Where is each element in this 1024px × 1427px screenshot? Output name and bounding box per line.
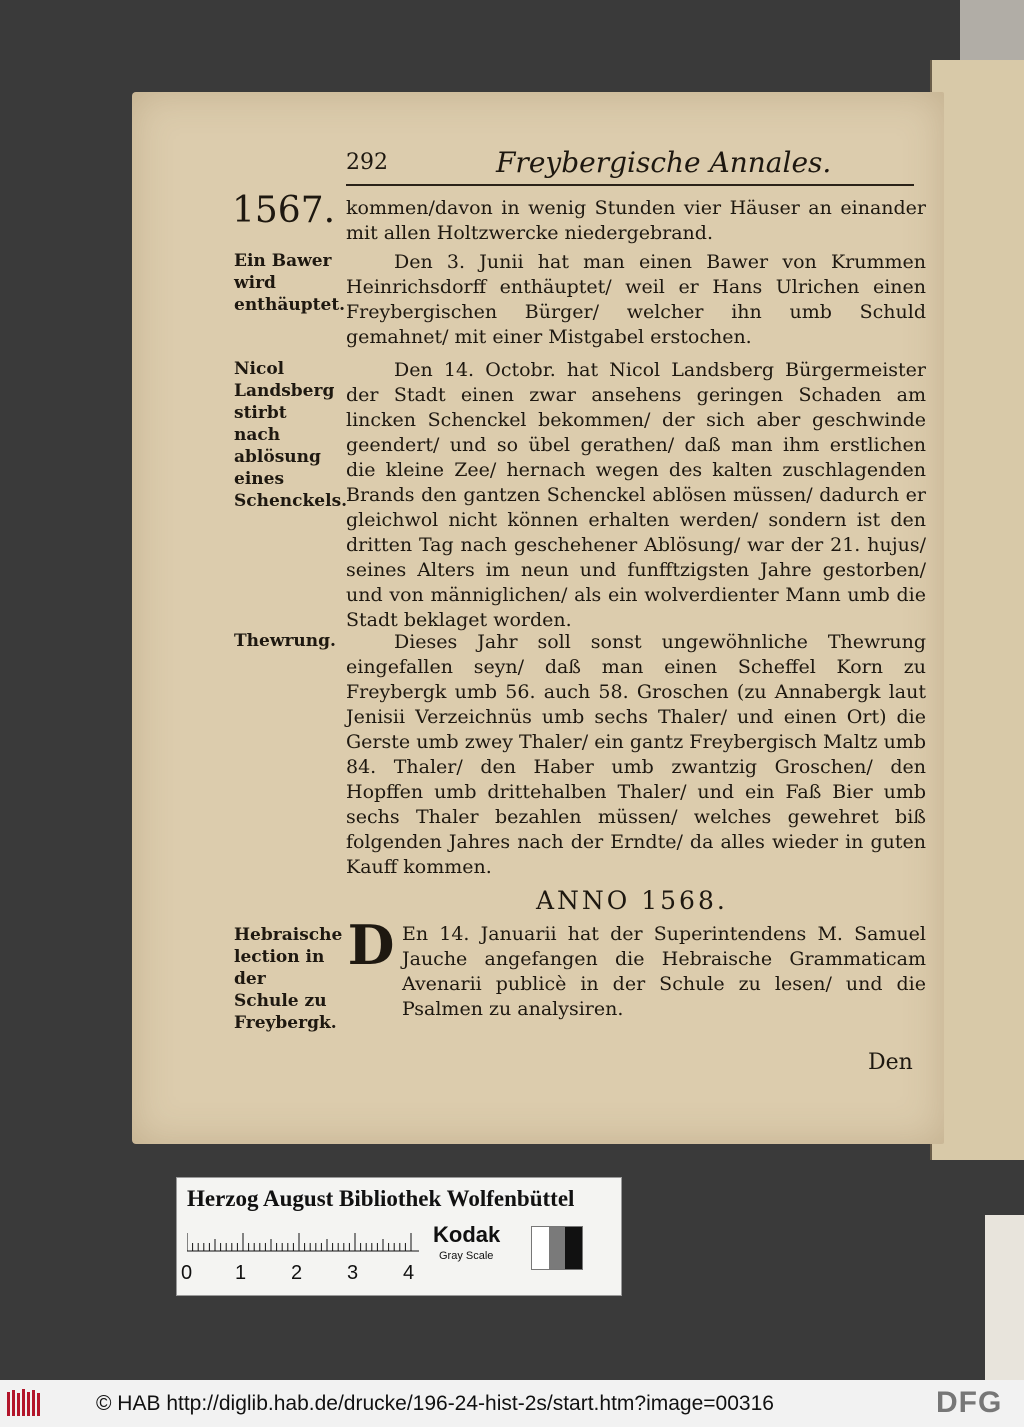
margin-note-1: Ein Bawer wird enthäuptet. [234, 251, 346, 315]
swatch-gray [549, 1227, 566, 1269]
gray-scale-swatches [531, 1226, 583, 1270]
copyright-url[interactable]: © HAB http://diglib.hab.de/drucke/196-24-hist-2s/start.htm?image=00316 [96, 1392, 774, 1415]
kodak-brand: Kodak [433, 1222, 501, 1247]
paragraph-2: Den 3. Junii hat man einen Bawer von Krummen Heinrichsdorff enthäuptet/ weil er Hans Ulrichen einen Freybergischen Bürger/ welcher ihn umb Schuld gemahnet/ mit einer Mistgabel erstochen. [346, 251, 926, 348]
paragraph-4: Dieses Jahr soll sonst ungewöhnliche Thewrung eingefallen seyn/ daß man einen Scheffel Korn zu Freybergk umb 56. auch 58. Groschen (zu Annabergk laut Jenisii Verzeichnüs umb sechs Thaler/ und einen Ort) die Gerste umb zwey Thaler/ ein gantz Freybergisch Maltz umb 84. Thaler/ den Haber umb zwantzig Groschen/ den Hopffen umb drittehalben Thaler/ und ein Faß Bier umb sechs Thaler bezahlen müssen/ welches gewehret biß folgenden Jahres nach der Erndte/ da alles wieder in guten Kauff kommen. [346, 631, 926, 878]
book-spines-icon [6, 1388, 42, 1418]
decorated-initial: D [347, 913, 395, 977]
paragraph-1: kommen/davon in wenig Stunden vier Häuser an einander mit allen Holtzwercke niedergebrand. [346, 197, 926, 244]
ruler-scale [187, 1232, 419, 1252]
catchword: Den [868, 1050, 913, 1075]
ruler-number: 4 [403, 1262, 415, 1284]
paragraph-5: En 14. Januarii hat der Superintendens M. Samuel Jauche angefangen die Hebraische Grammaticam Avenarii publicè in der Schule zu lesen/ und die Psalmen zu analysiren. [402, 923, 926, 1020]
page-number: 292 [346, 150, 388, 175]
gray-scale-label: Gray Scale [439, 1250, 494, 1262]
running-title: Freybergische Annales. [496, 146, 832, 179]
margin-year: 1567. [232, 190, 336, 231]
paragraph-3: Den 14. Octobr. hat Nicol Landsberg Bürgermeister der Stadt einen zwar ansehens geringen Schaden am lincken Schenckel bekommen/ der sich aber geschwinde geendert/ und so übel gerathen/ daß man ihm erstlichen die kleine Zee/ hernach wegen des kalten zuschlagenden Brands den gantzen Schenckel ablösen müssen/ dadurch er gleichwol nicht können erhalten werden/ sondern ist den dritten Tag nach geschehener Ablösung/ war der 21. hujus/ seines Alters im neun und funfftzigsten Jahre gestorben/ und von männiglichen/ als ein wolverdienter Mann umb die Stadt beklaget worden. [346, 359, 926, 631]
ruler-number: 0 [181, 1262, 193, 1284]
page-header [346, 146, 914, 186]
margin-note-4: Hebraische lection in der Schule zu Freybergk. [234, 925, 343, 1033]
library-label-card [176, 1177, 622, 1296]
facing-page-edge [930, 60, 1024, 1160]
dfg-logo: DFG [936, 1386, 1003, 1419]
footer-bar [0, 1380, 1024, 1427]
paper-slip [985, 1215, 1024, 1385]
library-name: Herzog August Bibliothek Wolfenbüttel [187, 1186, 575, 1211]
swatch-black [565, 1227, 582, 1269]
swatch-white [532, 1227, 549, 1269]
anno-heading: ANNO 1568. [536, 886, 728, 915]
margin-note-2: Nicol Landsberg stirbt nach ablösung eines Schenckels. [234, 359, 348, 511]
book-page [132, 92, 944, 1144]
ruler-number: 3 [347, 1262, 359, 1284]
margin-note-3: Thewrung. [234, 631, 336, 651]
ruler-number: 2 [291, 1262, 303, 1284]
ruler-number: 1 [235, 1262, 247, 1284]
